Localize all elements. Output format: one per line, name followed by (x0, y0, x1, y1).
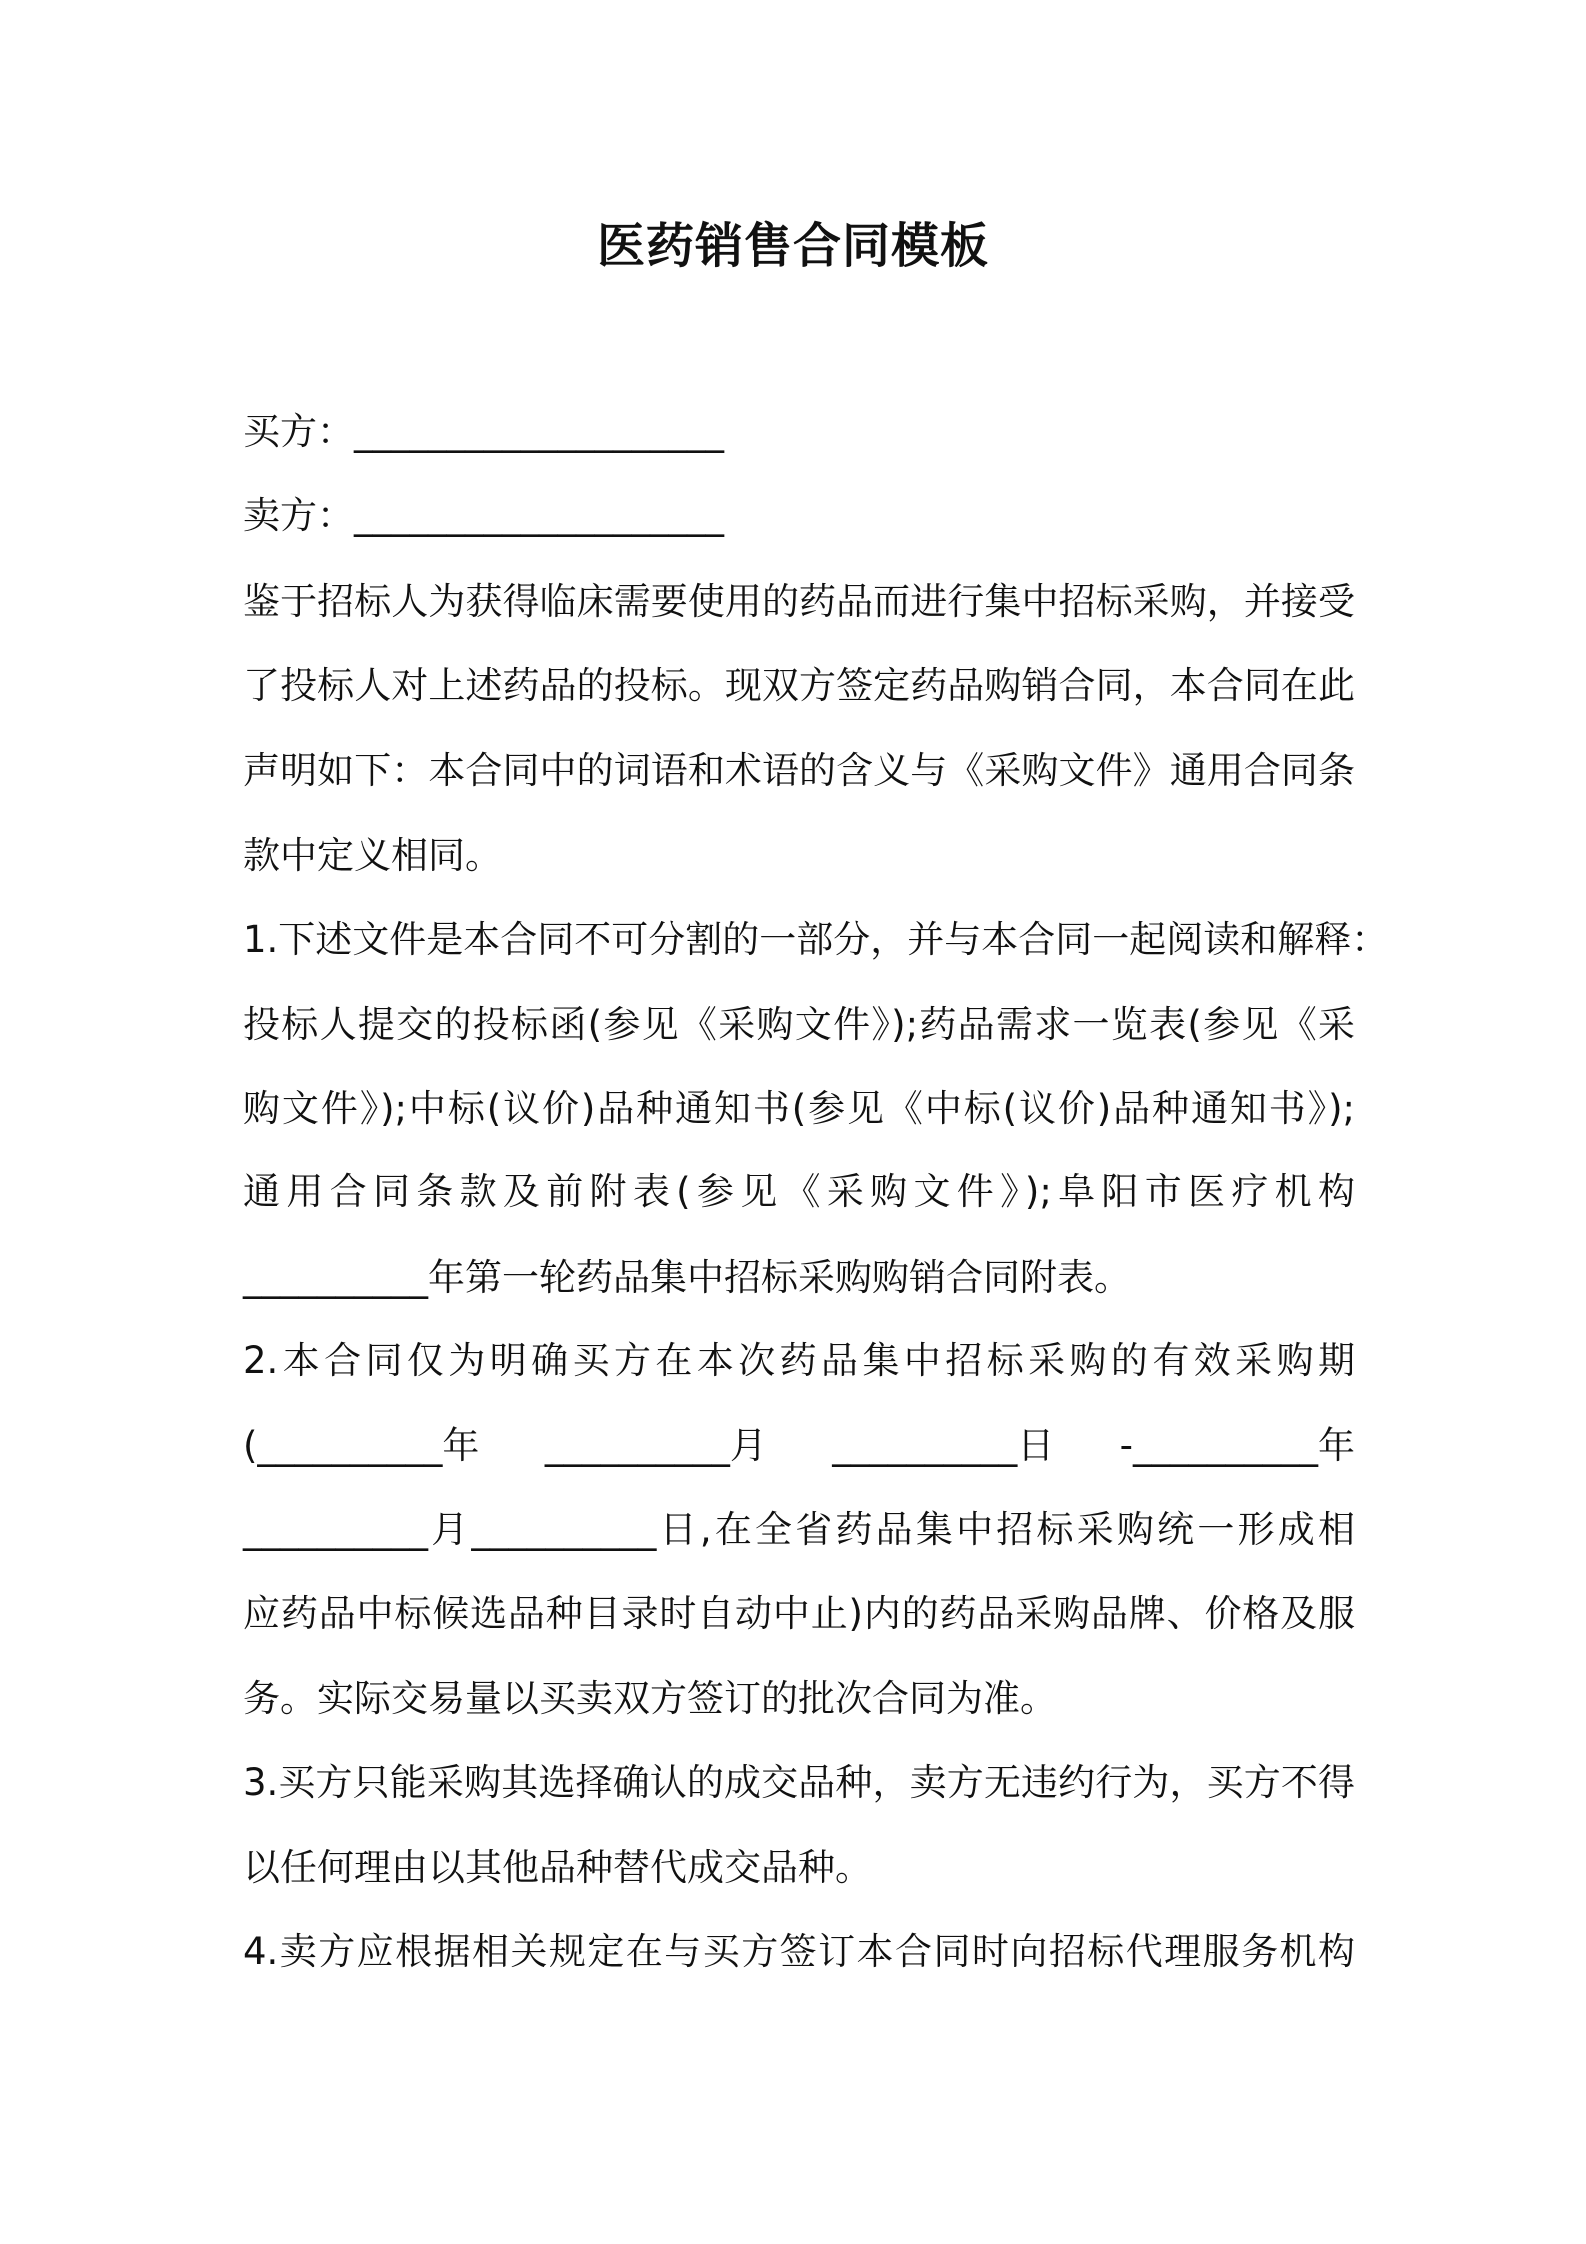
buyer-line: 买方：____________________ (243, 410, 724, 453)
clause-2-line: 应药品中标候选品种目录时自动中止)内的药品采购品牌、价格及服 (243, 1592, 1355, 1635)
seller-line: 卖方：____________________ (243, 494, 724, 537)
clause-1-line: 投标人提交的投标函(参见《采购文件》);药品需求一览表(参见《采 (243, 1003, 1355, 1046)
preamble-line: 了投标人对上述药品的投标。现双方签定药品购销合同，本合同在此 (243, 664, 1355, 707)
date-start-year-blank: (__________年 (243, 1424, 480, 1467)
clause-3-line: 3.买方只能采购其选择确认的成交品种，卖方无违约行为，买方不得 (243, 1761, 1355, 1804)
date-start-month-blank: __________月 (544, 1424, 767, 1467)
preamble-line: 款中定义相同。 (243, 834, 502, 877)
clause-1-line: 通用合同条款及前附表(参见《采购文件》);阜阳市医疗机构 (243, 1170, 1355, 1213)
preamble-line: 声明如下：本合同中的词语和术语的含义与《采购文件》通用合同条 (243, 749, 1355, 792)
clause-4-line: 4.卖方应根据相关规定在与买方签订本合同时向招标代理服务机构 (243, 1930, 1355, 1973)
clause-1-line: __________年第一轮药品集中招标采购购销合同附表。 (243, 1256, 1131, 1299)
clause-2-line: __________月__________日,在全省药品集中招标采购统一形成相 (243, 1508, 1355, 1551)
date-end-year-blank: -__________年 (1119, 1424, 1355, 1467)
clause-1-line: 1.下述文件是本合同不可分割的一部分，并与本合同一起阅读和解释： (243, 918, 1389, 961)
clause-2-line: 务。实际交易量以买卖双方签订的批次合同为准。 (243, 1677, 1057, 1720)
document-title: 医药销售合同模板 (596, 218, 989, 274)
date-start-day-blank: __________日 (832, 1424, 1055, 1467)
preamble-line: 鉴于招标人为获得临床需要使用的药品而进行集中招标采购，并接受 (243, 580, 1355, 623)
clause-2-line: 2.本合同仅为明确买方在本次药品集中招标采购的有效采购期 (243, 1339, 1355, 1382)
clause-2-date-line (243, 1418, 1355, 1474)
clause-1-line: 购文件》);中标(议价)品种通知书(参见《中标(议价)品种通知书》); (243, 1087, 1355, 1130)
clause-3-line: 以任何理由以其他品种替代成交品种。 (243, 1846, 872, 1889)
